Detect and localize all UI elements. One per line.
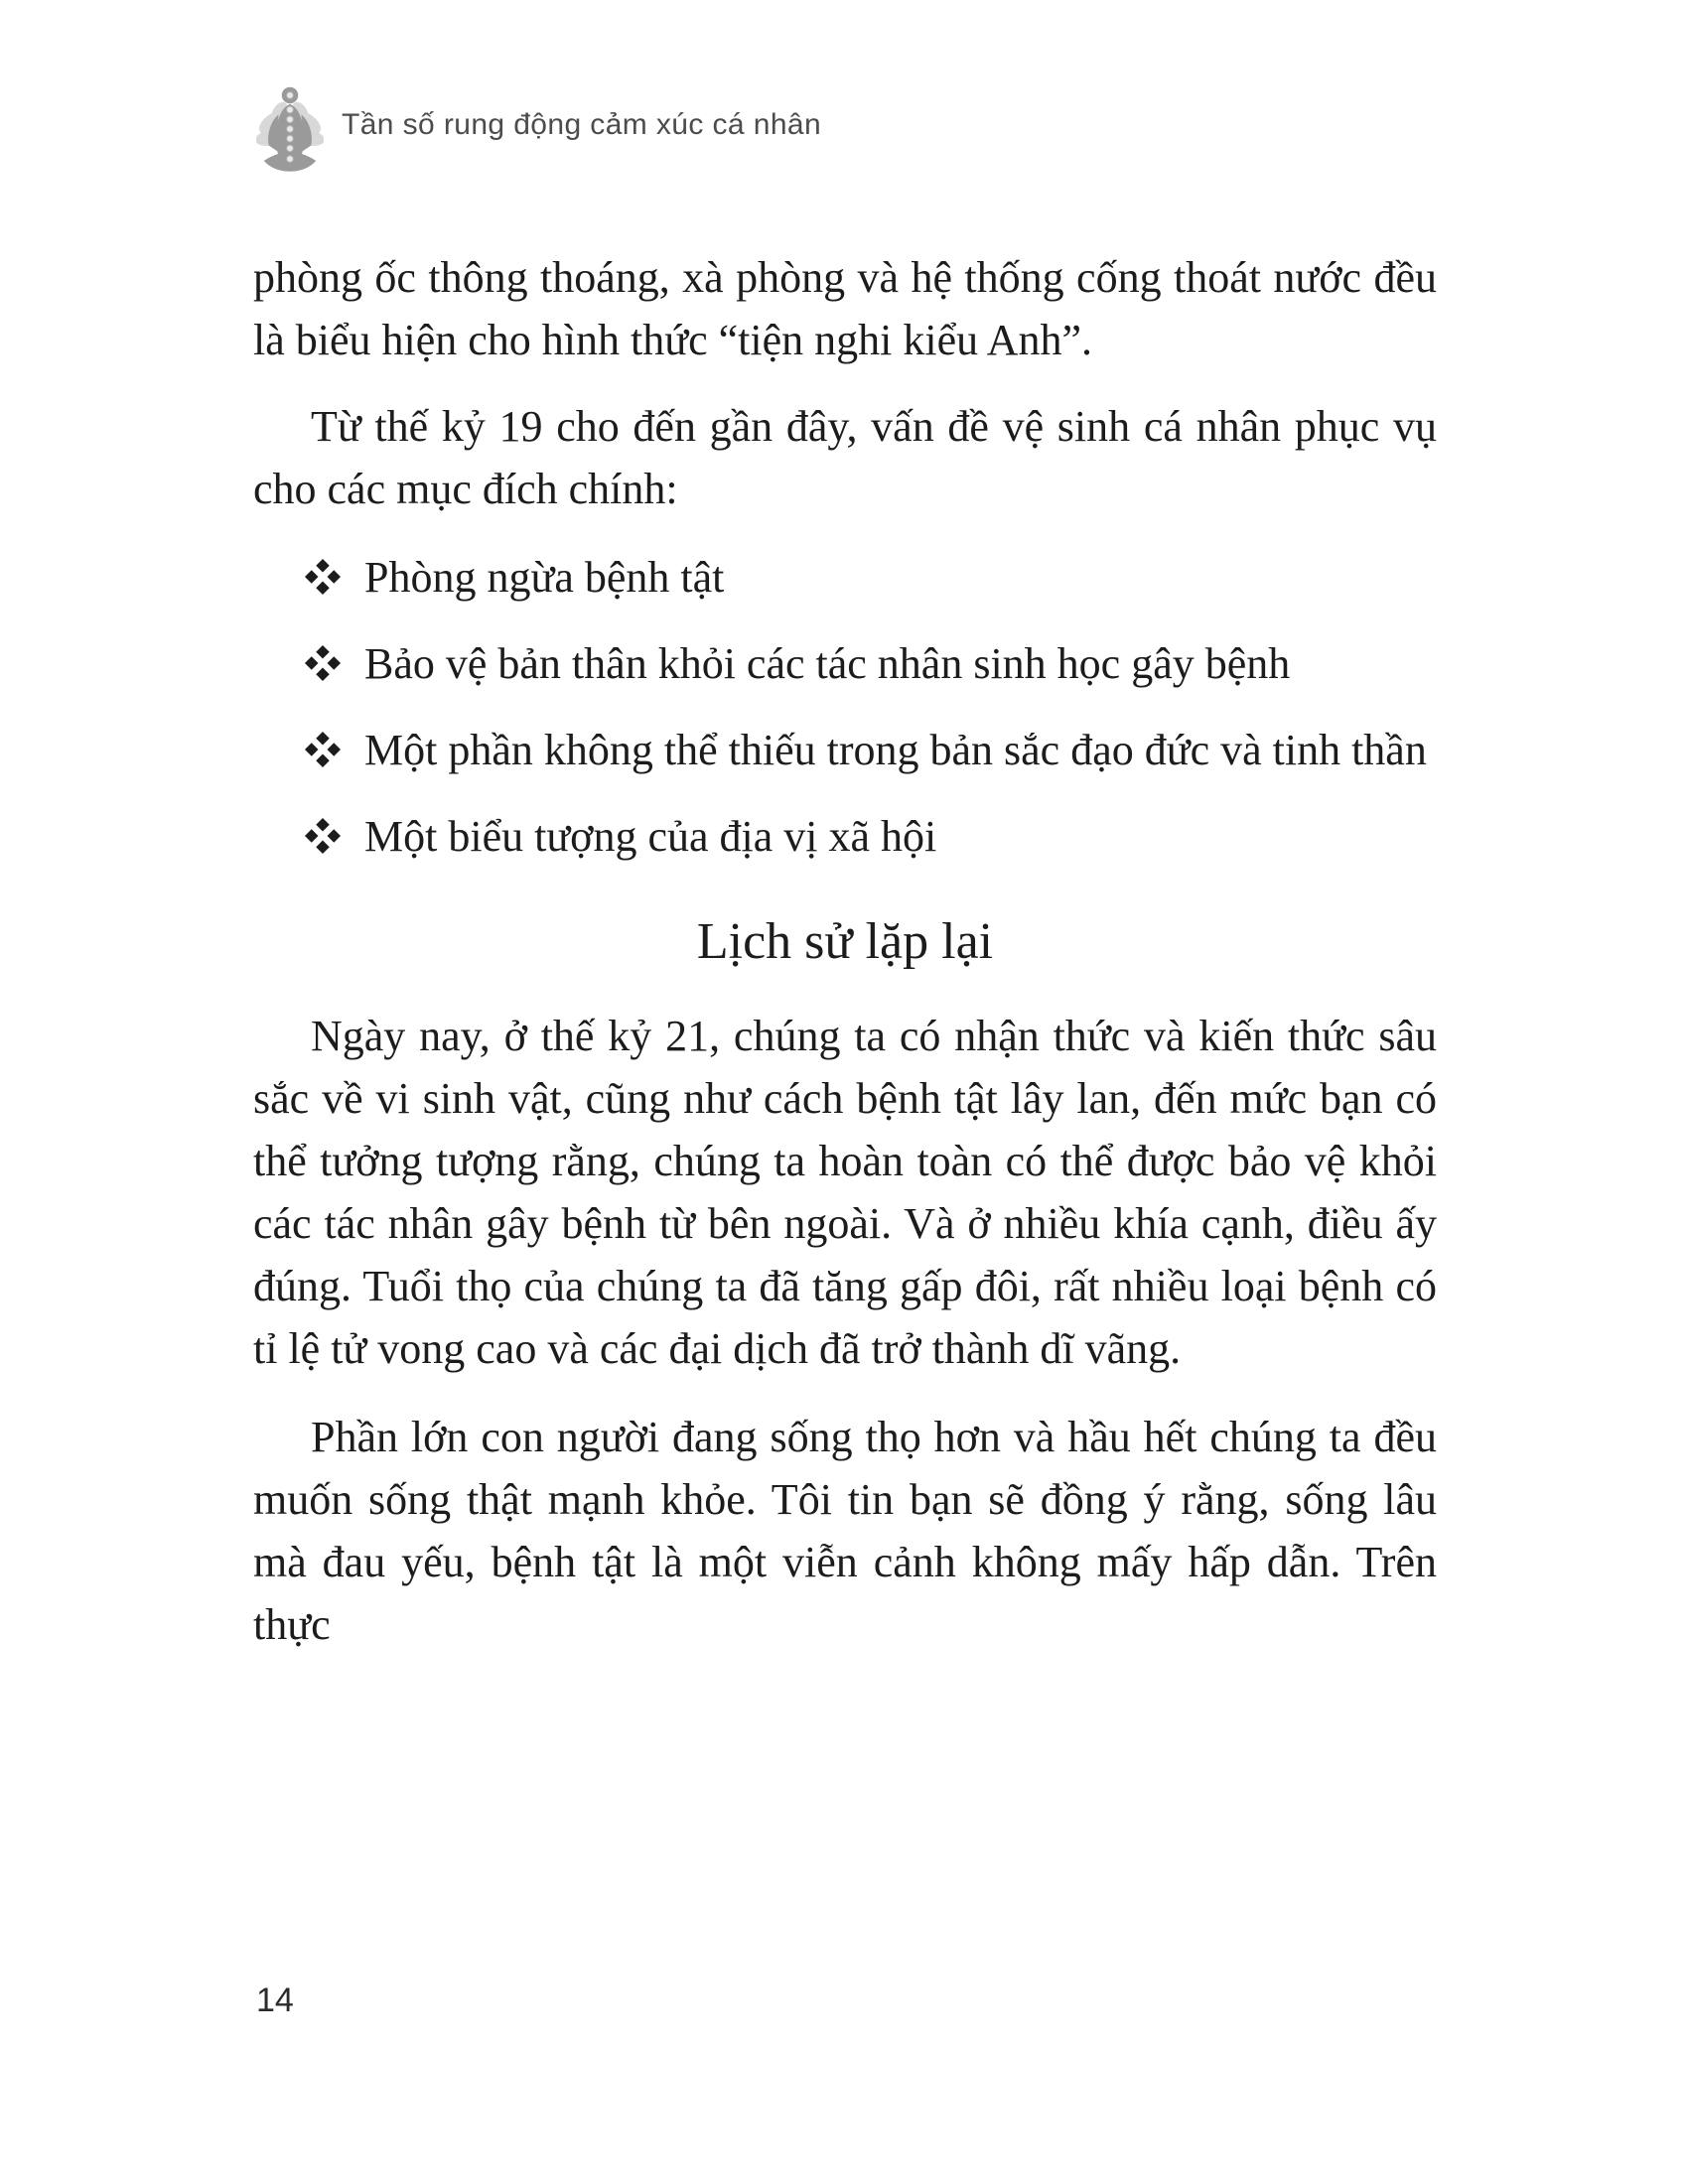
list-item (253, 805, 1437, 868)
paragraph-continuation: phòng ốc thông thoáng, xà phòng và hệ thống cống thoát nước đều là biểu hiện cho hình thức “tiện nghi kiểu Anh”. (253, 253, 1437, 364)
list-item-label: Một biểu tượng của địa vị xã hội (364, 812, 937, 861)
page-header (256, 81, 821, 175)
list-item-label: Phòng ngừa bệnh tật (364, 553, 725, 602)
paragraph-body: Phần lớn con người đang sống thọ hơn và hầu hết chúng ta đều muốn sống thật mạnh khỏe. Tôi tin bạn sẽ đồng ý rằng, sống lâu mà đau yếu, bệnh tật là một viễn cảnh không mấy hấp dẫn. Trên thực (253, 1413, 1437, 1649)
paragraph-intro: Từ thế kỷ 19 cho đến gần đây, vấn đề vệ sinh cá nhân phục vụ cho các mục đích chính: (253, 402, 1437, 513)
paragraph-body: Ngày nay, ở thế kỷ 21, chúng ta có nhận thức và kiến thức sâu sắc về vi sinh vật, cũng như cách bệnh tật lây lan, đến mức bạn có thể tưởng tượng rằng, chúng ta hoàn toàn có thể được bảo vệ khỏi các tác nhân gây bệnh từ bên ngoài. Và ở nhiều khía cạnh, điều ấy đúng. Tuổi thọ của chúng ta đã tăng gấp đôi, rất nhiều loại bệnh có tỉ lệ tử vong cao và các đại dịch đã trở thành dĩ vãng. (253, 1012, 1437, 1373)
page-number: 14 (256, 1981, 294, 2019)
meditation-lotus-icon (256, 81, 324, 175)
four-diamond-bullet-icon (305, 732, 341, 767)
list-item (253, 632, 1437, 695)
four-diamond-bullet-icon (305, 818, 341, 854)
running-head-title: Tần số rung động cảm xúc cá nhân (342, 108, 822, 141)
four-diamond-bullet-icon (305, 645, 341, 681)
list-item-label: Bảo vệ bản thân khỏi các tác nhân sinh học gây bệnh (364, 639, 1291, 688)
list-item (253, 546, 1437, 609)
section-heading: Lịch sử lặp lại (696, 913, 994, 970)
four-diamond-bullet-icon (305, 559, 341, 595)
list-item-label: Một phần không thể thiếu trong bản sắc đạo đức và tinh thần (364, 726, 1427, 774)
page-body (253, 246, 1437, 1656)
list-item (253, 719, 1437, 781)
bullet-list (253, 546, 1437, 868)
